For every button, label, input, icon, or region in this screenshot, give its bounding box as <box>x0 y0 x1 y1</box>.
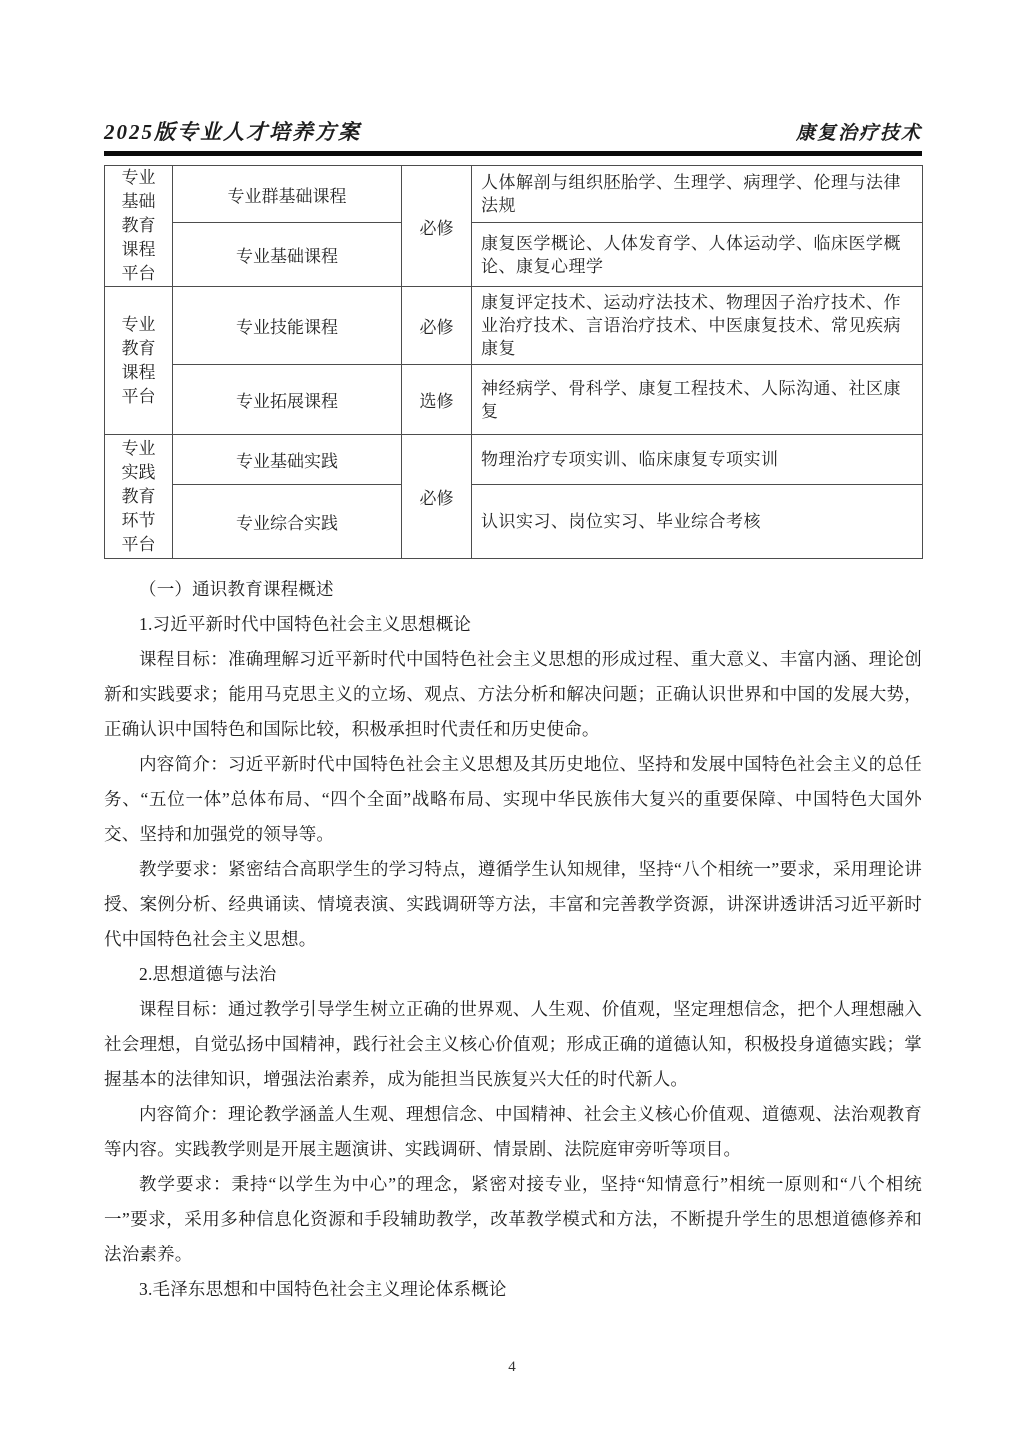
requirement-cell: 必修 <box>402 435 472 559</box>
header-right-title: 康复治疗技术 <box>795 123 922 144</box>
table-row <box>105 365 923 435</box>
paragraph: 内容简介：习近平新时代中国特色社会主义思想及其历史地位、坚持和发展中国特色社会主义的总任务、“五位一体”总体布局、“四个全面”战略布局、实现中华民族伟大复兴的重要保障、中国特色大国外交、坚持和加强党的领导等。 <box>104 754 922 844</box>
platform-cell: 专业实践教育环节平台 <box>105 435 173 559</box>
platform-cell: 专业基础教育课程平台 <box>105 166 173 287</box>
requirement-cell: 必修 <box>402 166 472 287</box>
requirement-cell: 必修 <box>402 287 472 365</box>
paragraph: 课程目标：准确理解习近平新时代中国特色社会主义思想的形成过程、重大意义、丰富内涵、理论创新和实践要求；能用马克思主义的立场、观点、方法分析和解决问题；正确认识世界和中国的发展大势，正确认识中国特色和国际比较，积极承担时代责任和历史使命。 <box>104 649 922 739</box>
courses-cell: 神经病学、骨科学、康复工程技术、人际沟通、社区康复 <box>472 365 923 435</box>
courses-cell: 认识实习、岗位实习、毕业综合考核 <box>472 485 923 559</box>
course-type-cell: 专业群基础课程 <box>173 166 402 223</box>
section-heading: （一）通识教育课程概述 <box>139 579 334 599</box>
courses-cell: 物理治疗专项实训、临床康复专项实训 <box>472 435 923 485</box>
table-row <box>105 166 923 223</box>
courses-cell: 人体解剖与组织胚胎学、生理学、病理学、伦理与法律法规 <box>472 166 923 223</box>
paragraph: 课程目标：通过教学引导学生树立正确的世界观、人生观、价值观，坚定理想信念，把个人理想融入社会理想，自觉弘扬中国精神，践行社会主义核心价值观；形成正确的道德认知，积极投身道德实践；掌握基本的法律知识，增强法治素养，成为能担当民族复兴大任的时代新人。 <box>104 999 922 1089</box>
page-footer <box>0 1359 1024 1376</box>
subsection-heading: 3.毛泽东思想和中国特色社会主义理论体系概论 <box>139 1279 507 1299</box>
paragraph: 教学要求：秉持“以学生为中心”的理念，紧密对接专业，坚持“知情意行”相统一原则和“八个相统一”要求，采用多种信息化资源和手段辅助教学，改革教学模式和方法，不断提升学生的思想道德修养和法治素养。 <box>104 1174 922 1264</box>
table-row <box>105 287 923 365</box>
paragraph: 教学要求：紧密结合高职学生的学习特点，遵循学生认知规律，坚持“八个相统一”要求，采用理论讲授、案例分析、经典诵读、情境表演、实践调研等方法，丰富和完善教学资源，讲深讲透讲活习近平新时代中国特色社会主义思想。 <box>104 859 922 949</box>
page-number: 4 <box>508 1359 516 1375</box>
course-type-cell: 专业基础课程 <box>173 223 402 287</box>
paragraph: 内容简介：理论教学涵盖人生观、理想信念、中国精神、社会主义核心价值观、道德观、法治观教育等内容。实践教学则是开展主题演讲、实践调研、情景剧、法院庭审旁听等项目。 <box>104 1104 922 1159</box>
courses-cell: 康复医学概论、人体发育学、人体运动学、临床医学概论、康复心理学 <box>472 223 923 287</box>
page-header <box>104 116 922 146</box>
course-type-cell: 专业技能课程 <box>173 287 402 365</box>
course-type-cell: 专业拓展课程 <box>173 365 402 435</box>
courses-cell: 康复评定技术、运动疗法技术、物理因子治疗技术、作业治疗技术、言语治疗技术、中医康复技术、常见疾病康复 <box>472 287 923 365</box>
subsection-heading: 1.习近平新时代中国特色社会主义思想概论 <box>139 614 472 634</box>
platform-cell: 专业教育课程平台 <box>105 287 173 435</box>
requirement-cell: 选修 <box>402 365 472 435</box>
curriculum-table <box>104 165 923 559</box>
table-row <box>105 485 923 559</box>
table-row <box>105 435 923 485</box>
document-body <box>104 572 922 1307</box>
table-row <box>105 223 923 287</box>
subsection-heading: 2.思想道德与法治 <box>139 964 277 984</box>
header-left-title: 2025版专业人才培养方案 <box>104 120 361 144</box>
course-type-cell: 专业基础实践 <box>173 435 402 485</box>
course-type-cell: 专业综合实践 <box>173 485 402 559</box>
header-divider <box>104 151 922 156</box>
